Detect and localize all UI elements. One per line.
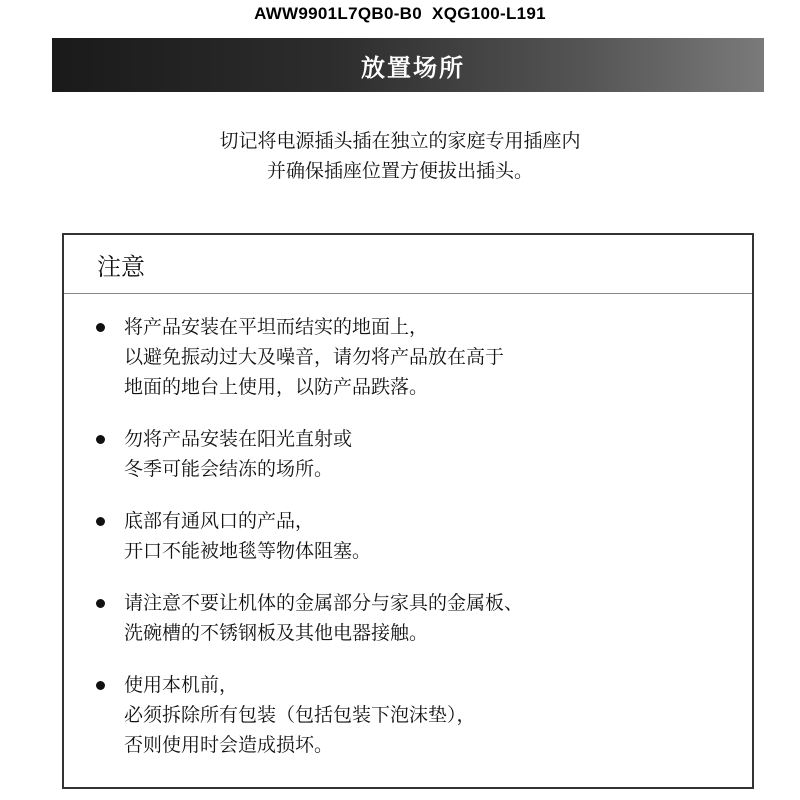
intro-text bbox=[0, 126, 800, 186]
caution-box bbox=[62, 233, 754, 789]
caution-item bbox=[94, 670, 734, 760]
caution-list bbox=[94, 312, 734, 760]
bullet-icon bbox=[96, 435, 105, 444]
intro-line: 并确保插座位置方便拔出插头。 bbox=[266, 160, 533, 182]
caution-item-line: 将产品安装在平坦而结实的地面上， bbox=[124, 316, 429, 338]
bullet-icon bbox=[96, 681, 105, 690]
caution-item bbox=[94, 312, 734, 402]
section-title: 放置场所 bbox=[361, 53, 465, 82]
section-title-banner bbox=[52, 38, 764, 92]
caution-item-line: 必须拆除所有包装（包括包装下泡沫垫）， bbox=[124, 704, 476, 726]
caution-item-line: 使用本机前， bbox=[124, 674, 239, 696]
caution-item-line: 底部有通风口的产品， bbox=[124, 510, 315, 532]
bullet-icon bbox=[96, 517, 105, 526]
caution-item-line: 否则使用时会造成损坏。 bbox=[124, 734, 334, 756]
caution-item-line: 勿将产品安装在阳光直射或 bbox=[124, 428, 353, 450]
caution-item bbox=[94, 506, 734, 566]
caution-item-line: 开口不能被地毯等物体阻塞。 bbox=[124, 540, 372, 562]
caution-item bbox=[94, 424, 734, 484]
caution-divider bbox=[64, 293, 752, 294]
model-number-header: AWW9901L7QB0-B0 XQG100-L191 bbox=[254, 4, 546, 23]
caution-item-line: 请注意不要让机体的金属部分与家具的金属板、 bbox=[124, 592, 524, 614]
caution-item-line: 地面的地台上使用，以防产品跌落。 bbox=[124, 376, 429, 398]
intro-line: 切记将电源插头插在独立的家庭专用插座内 bbox=[219, 130, 581, 152]
caution-item-line: 以避免振动过大及噪音，请勿将产品放在高于 bbox=[124, 346, 505, 368]
bullet-icon bbox=[96, 599, 105, 608]
bullet-icon bbox=[96, 323, 105, 332]
caution-item-line: 冬季可能会结冻的场所。 bbox=[124, 458, 334, 480]
caution-item-line: 洗碗槽的不锈钢板及其他电器接触。 bbox=[124, 622, 429, 644]
caution-title: 注意 bbox=[97, 253, 145, 281]
caution-item bbox=[94, 588, 734, 648]
